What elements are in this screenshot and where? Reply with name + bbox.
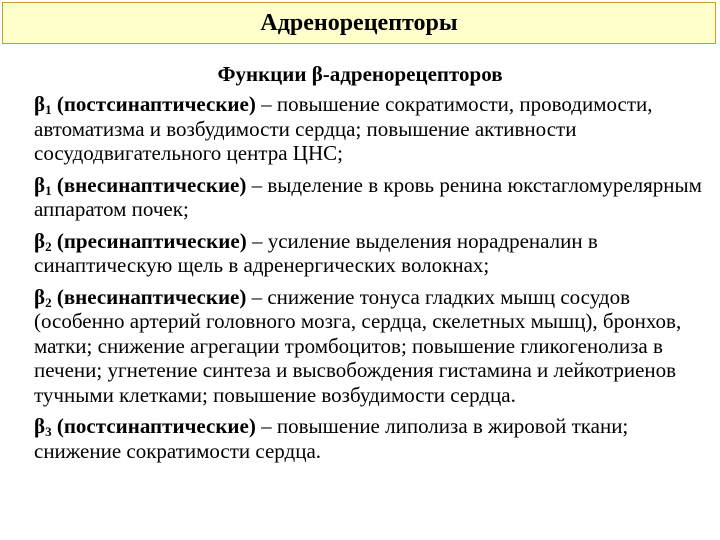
list-item-beta2-presynaptic xyxy=(34,229,720,278)
slide-title: Адренорецепторы xyxy=(260,9,458,36)
receptor-function-text: – выделение в кровь ренина юкстагломурелярным аппаратом почек; xyxy=(34,172,702,221)
receptor-label xyxy=(34,92,256,116)
receptor-qualifier: (постсинаптические) xyxy=(56,414,256,438)
receptor-function-text: – повышение сократимости, проводимости, автоматизма и возбудимости сердца; повышение активности сосудодвигательного центра ЦНС; xyxy=(34,92,653,165)
receptor-qualifier: (постсинаптические) xyxy=(56,92,256,116)
receptor-function-text: – усиление выделения норадреналин в синаптическую щель в адренергических волокнах; xyxy=(34,228,598,277)
slide-subtitle: Функции β-адренорецепторов xyxy=(217,62,503,86)
receptor-subscript: 3 xyxy=(45,424,52,439)
title-banner xyxy=(2,2,716,44)
receptor-label xyxy=(34,229,247,253)
receptor-symbol: β xyxy=(34,228,46,253)
receptor-function-text: – снижение тонуса гладких мышц сосудов (особенно артерий головного мозга, сердца, скелетных мышц), бронхов, матки; снижение агрегации тромбоцитов; повышение гликогенолиза в печени; угнетение синтеза и высвобождения гистамина и лейкотриенов тучными клетками; повышение возбудимости сердца. xyxy=(34,284,682,407)
receptor-function-text: – повышение липолиза в жировой ткани; снижение сократимости сердца. xyxy=(34,414,629,463)
receptor-subscript: 2 xyxy=(45,238,52,254)
list-item-beta2-extrasynaptic xyxy=(34,285,720,408)
receptor-qualifier: (внесинаптические) xyxy=(56,284,247,309)
receptor-subscript: 1 xyxy=(45,102,52,117)
receptor-function-list xyxy=(34,92,720,470)
receptor-subscript: 1 xyxy=(45,182,52,198)
list-item-beta1-extrasynaptic xyxy=(34,173,720,222)
receptor-qualifier: (пресинаптические) xyxy=(56,228,247,253)
list-item-beta1-postsynaptic xyxy=(34,92,720,166)
receptor-symbol: β xyxy=(34,284,46,309)
receptor-label xyxy=(34,285,246,309)
receptor-symbol: β xyxy=(34,92,46,116)
receptor-qualifier: (внесинаптические) xyxy=(56,172,247,197)
receptor-label xyxy=(34,173,246,197)
receptor-symbol: β xyxy=(34,172,46,197)
list-item-beta3-postsynaptic xyxy=(34,414,720,463)
receptor-symbol: β xyxy=(34,414,46,438)
receptor-label xyxy=(34,414,256,438)
receptor-subscript: 2 xyxy=(45,294,52,310)
